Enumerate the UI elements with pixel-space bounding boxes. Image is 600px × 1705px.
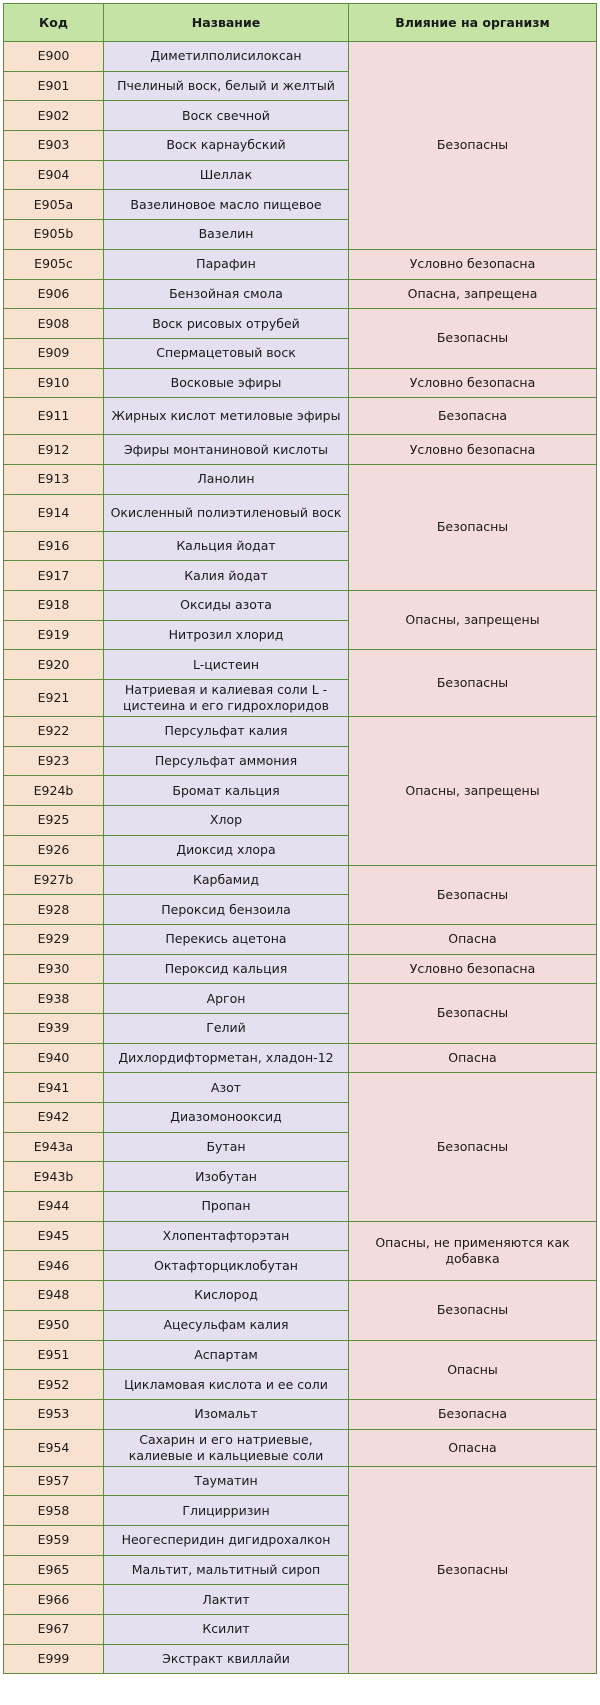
- name-cell: Натриевая и калиевая соли L - цистеина и его гидрохлоридов: [104, 680, 349, 717]
- code-cell: E903: [4, 131, 104, 161]
- table-row: [4, 1429, 597, 1466]
- code-cell: E942: [4, 1103, 104, 1133]
- name-cell: Восковые эфиры: [104, 368, 349, 398]
- name-cell: Окисленный полиэтиленовый воск: [104, 494, 349, 531]
- code-cell: E965: [4, 1555, 104, 1585]
- name-cell: Лактит: [104, 1585, 349, 1615]
- table-row: [4, 954, 597, 984]
- name-cell: Персульфат аммония: [104, 746, 349, 776]
- table-row: [4, 984, 597, 1014]
- name-cell: Глицирризин: [104, 1496, 349, 1526]
- code-cell: E905b: [4, 220, 104, 250]
- effect-cell: Условно безопасна: [349, 249, 597, 279]
- name-cell: Мальтит, мальтитный сироп: [104, 1555, 349, 1585]
- code-cell: E967: [4, 1615, 104, 1645]
- code-cell: E913: [4, 464, 104, 494]
- header-name: Название: [104, 4, 349, 42]
- name-cell: Карбамид: [104, 865, 349, 895]
- code-cell: E924b: [4, 776, 104, 806]
- code-cell: E901: [4, 71, 104, 101]
- code-cell: E950: [4, 1310, 104, 1340]
- name-cell: Бензойная смола: [104, 279, 349, 309]
- code-cell: E904: [4, 160, 104, 190]
- effect-cell: Опасны, не применяются как добавка: [349, 1221, 597, 1280]
- name-cell: Ланолин: [104, 464, 349, 494]
- name-cell: Перекись ацетона: [104, 924, 349, 954]
- name-cell: Октафторциклобутан: [104, 1251, 349, 1281]
- table-row: [4, 650, 597, 680]
- code-cell: E941: [4, 1073, 104, 1103]
- effect-cell: Безопасна: [349, 398, 597, 435]
- name-cell: Аспартам: [104, 1340, 349, 1370]
- effect-cell: Опасна: [349, 924, 597, 954]
- code-cell: E966: [4, 1585, 104, 1615]
- code-cell: E951: [4, 1340, 104, 1370]
- table-row: [4, 279, 597, 309]
- effect-cell: Опасны: [349, 1340, 597, 1399]
- name-cell: Вазелин: [104, 220, 349, 250]
- name-cell: Воск рисовых отрубей: [104, 309, 349, 339]
- code-cell: E952: [4, 1370, 104, 1400]
- header-row: [4, 4, 597, 42]
- code-cell: E928: [4, 895, 104, 925]
- table-row: [4, 398, 597, 435]
- table-row: [4, 865, 597, 895]
- name-cell: Экстракт квиллайи: [104, 1644, 349, 1674]
- code-cell: E957: [4, 1466, 104, 1496]
- table-row: [4, 1281, 597, 1311]
- code-cell: E939: [4, 1013, 104, 1043]
- code-cell: E912: [4, 435, 104, 465]
- name-cell: Дихлордифторметан, хладон-12: [104, 1043, 349, 1073]
- name-cell: Диоксид хлора: [104, 835, 349, 865]
- code-cell: E919: [4, 620, 104, 650]
- name-cell: Вазелиновое масло пищевое: [104, 190, 349, 220]
- effect-cell: Безопасны: [349, 42, 597, 250]
- effect-cell: Условно безопасна: [349, 368, 597, 398]
- code-cell: E943b: [4, 1162, 104, 1192]
- effect-cell: Безопасны: [349, 1073, 597, 1221]
- table-row: [4, 1073, 597, 1103]
- effect-cell: Опасна: [349, 1043, 597, 1073]
- code-cell: E906: [4, 279, 104, 309]
- header-code: Код: [4, 4, 104, 42]
- name-cell: Ацесульфам калия: [104, 1310, 349, 1340]
- name-cell: Сахарин и его натриевые, калиевые и кальциевые соли: [104, 1429, 349, 1466]
- table-body: [4, 42, 597, 1674]
- table-row: [4, 591, 597, 621]
- code-cell: E923: [4, 746, 104, 776]
- name-cell: Парафин: [104, 249, 349, 279]
- code-cell: E905c: [4, 249, 104, 279]
- code-cell: E911: [4, 398, 104, 435]
- name-cell: Кислород: [104, 1281, 349, 1311]
- effect-cell: Безопасны: [349, 650, 597, 717]
- effect-cell: Опасна: [349, 1429, 597, 1466]
- code-cell: E921: [4, 680, 104, 717]
- name-cell: Цикламовая кислота и ее соли: [104, 1370, 349, 1400]
- name-cell: Хлопентафторэтан: [104, 1221, 349, 1251]
- effect-cell: Безопасны: [349, 464, 597, 590]
- name-cell: Эфиры монтаниновой кислоты: [104, 435, 349, 465]
- table-row: [4, 368, 597, 398]
- effect-cell: Безопасны: [349, 309, 597, 368]
- name-cell: Пероксид бензоила: [104, 895, 349, 925]
- effect-cell: Условно безопасна: [349, 954, 597, 984]
- code-cell: E958: [4, 1496, 104, 1526]
- name-cell: Калия йодат: [104, 561, 349, 591]
- effect-cell: Безопасны: [349, 984, 597, 1043]
- name-cell: Персульфат калия: [104, 717, 349, 747]
- table-row: [4, 464, 597, 494]
- code-cell: E902: [4, 101, 104, 131]
- name-cell: Жирных кислот метиловые эфиры: [104, 398, 349, 435]
- code-cell: E905a: [4, 190, 104, 220]
- effect-cell: Безопасны: [349, 1281, 597, 1340]
- name-cell: Тауматин: [104, 1466, 349, 1496]
- table-row: [4, 1221, 597, 1251]
- code-cell: E953: [4, 1399, 104, 1429]
- code-cell: E909: [4, 338, 104, 368]
- code-cell: E945: [4, 1221, 104, 1251]
- name-cell: Спермацетовый воск: [104, 338, 349, 368]
- code-cell: E948: [4, 1281, 104, 1311]
- code-cell: E900: [4, 42, 104, 72]
- name-cell: Воск карнаубский: [104, 131, 349, 161]
- name-cell: Азот: [104, 1073, 349, 1103]
- effect-cell: Безопасны: [349, 1466, 597, 1674]
- name-cell: Аргон: [104, 984, 349, 1014]
- table-row: [4, 435, 597, 465]
- code-cell: E910: [4, 368, 104, 398]
- table-row: [4, 924, 597, 954]
- table-row: [4, 717, 597, 747]
- code-cell: E946: [4, 1251, 104, 1281]
- code-cell: E940: [4, 1043, 104, 1073]
- effect-cell: Опасны, запрещены: [349, 717, 597, 865]
- name-cell: Нитрозил хлорид: [104, 620, 349, 650]
- name-cell: Пероксид кальция: [104, 954, 349, 984]
- table-row: [4, 1466, 597, 1496]
- code-cell: E920: [4, 650, 104, 680]
- code-cell: E938: [4, 984, 104, 1014]
- code-cell: E908: [4, 309, 104, 339]
- name-cell: Изомальт: [104, 1399, 349, 1429]
- effect-cell: Безопасна: [349, 1399, 597, 1429]
- additives-table: [3, 3, 597, 1674]
- code-cell: E929: [4, 924, 104, 954]
- code-cell: E925: [4, 806, 104, 836]
- table-row: [4, 1340, 597, 1370]
- effect-cell: Безопасны: [349, 865, 597, 924]
- code-cell: E943a: [4, 1132, 104, 1162]
- table-row: [4, 42, 597, 72]
- name-cell: Бромат кальция: [104, 776, 349, 806]
- code-cell: E999: [4, 1644, 104, 1674]
- code-cell: E926: [4, 835, 104, 865]
- name-cell: Воск свечной: [104, 101, 349, 131]
- table-row: [4, 1043, 597, 1073]
- code-cell: E959: [4, 1525, 104, 1555]
- code-cell: E914: [4, 494, 104, 531]
- name-cell: Пропан: [104, 1192, 349, 1222]
- code-cell: E922: [4, 717, 104, 747]
- code-cell: E930: [4, 954, 104, 984]
- code-cell: E927b: [4, 865, 104, 895]
- effect-cell: Опасны, запрещены: [349, 591, 597, 650]
- name-cell: Оксиды азота: [104, 591, 349, 621]
- code-cell: E918: [4, 591, 104, 621]
- name-cell: Пчелиный воск, белый и желтый: [104, 71, 349, 101]
- name-cell: Диметилполисилоксан: [104, 42, 349, 72]
- header-effect: Влияние на организм: [349, 4, 597, 42]
- code-cell: E954: [4, 1429, 104, 1466]
- effect-cell: Опасна, запрещена: [349, 279, 597, 309]
- name-cell: Гелий: [104, 1013, 349, 1043]
- code-cell: E917: [4, 561, 104, 591]
- table-row: [4, 249, 597, 279]
- name-cell: Неогесперидин дигидрохалкон: [104, 1525, 349, 1555]
- name-cell: Бутан: [104, 1132, 349, 1162]
- table-row: [4, 309, 597, 339]
- name-cell: Ксилит: [104, 1615, 349, 1645]
- name-cell: Хлор: [104, 806, 349, 836]
- name-cell: Диазомонооксид: [104, 1103, 349, 1133]
- name-cell: Кальция йодат: [104, 531, 349, 561]
- name-cell: Шеллак: [104, 160, 349, 190]
- table-row: [4, 1399, 597, 1429]
- code-cell: E916: [4, 531, 104, 561]
- name-cell: L-цистеин: [104, 650, 349, 680]
- effect-cell: Условно безопасна: [349, 435, 597, 465]
- code-cell: E944: [4, 1192, 104, 1222]
- name-cell: Изобутан: [104, 1162, 349, 1192]
